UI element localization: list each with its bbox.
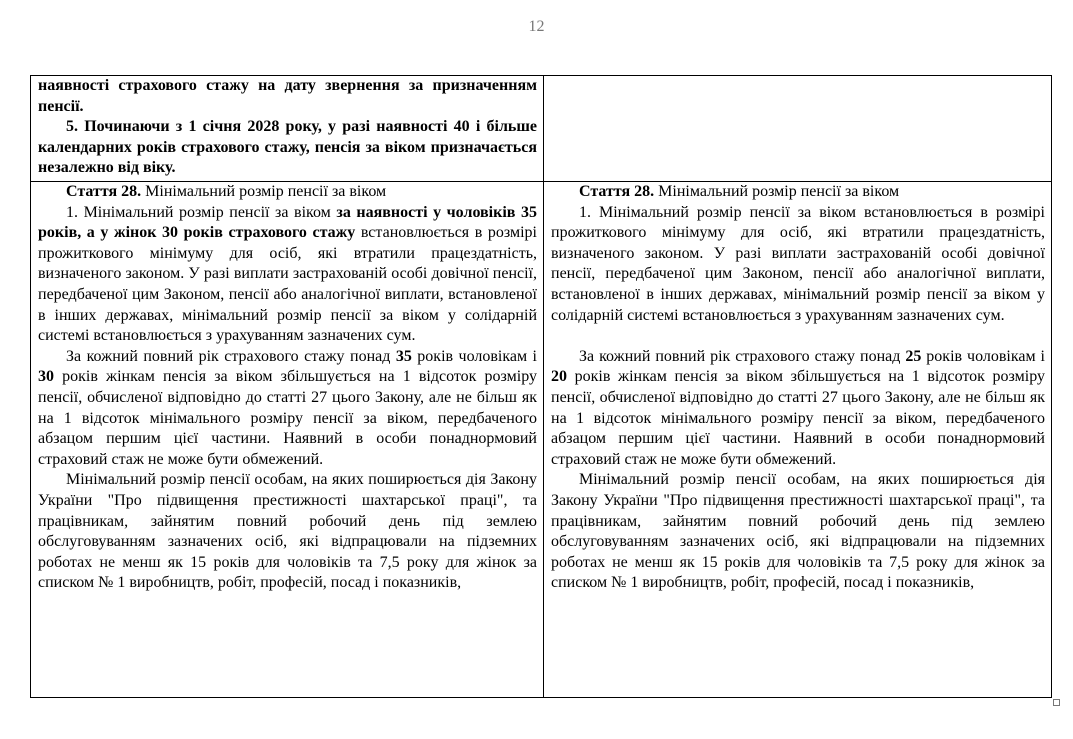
- paragraph-3: Мінімальний розмір пенсії особам, на яких поширюється дія Закону України "Про підвищення престижності шахтарської праці", та працівникам, зайнятим повний робочий день під землею обслуговуванням зазначених осіб, які відпрацювали на підземних роботах не менш як 15 років для чоловіків та 7,5 року для жінок за списком № 1 виробництв, робіт, професій, посад і показників,: [38, 471, 537, 592]
- table-row: [31, 182, 1052, 698]
- paragraph-2: За кожний повний рік страхового стажу понад 25 років чоловікам і 20 років жінкам пенсія за віком збільшується на 1 відсоток розміру пенсії, обчисленої відповідно до статті 27 цього Закону, але не більш як на 1 відсоток мінімального розміру пенсії за віком, передбаченого абзацом першим цієї частини. Наявний в особи понаднормовий страховий стаж не може бути обмежений.: [551, 347, 1046, 468]
- right-cell-article-28: [544, 182, 1052, 698]
- paragraph-1: 1. Мінімальний розмір пенсії за віком встановлюється в розмірі прожиткового мінімуму для осіб, які втратили працездатність, визначеного законом. У разі виплати застрахованій особі довічної пенсії, передбаченої цим Законом, пенсії або аналогічної виплати, встановленої в інших державах, мінімальний розмір пенсії за віком у солідарній системі встановлюється з урахуванням зазначених сум.: [551, 203, 1045, 324]
- comparison-table: [30, 75, 1052, 698]
- paragraph-item-5: 5. Починаючи з 1 січня 2028 року, у разі наявності 40 і більше календарних років страхового стажу, пенсія за віком призначається незалежно від віку.: [38, 118, 537, 177]
- paragraph-2: За кожний повний рік страхового стажу понад 35 років чоловікам і 30 років жінкам пенсія за віком збільшується на 1 відсоток розміру пенсії, обчисленої відповідно до статті 27 цього Закону, але не більш як на 1 відсоток мінімального розміру пенсії за віком, передбаченого абзацом першим цієї частини. Наявний в особи понаднормовий страховий стаж не може бути обмежений.: [38, 347, 538, 468]
- paragraph-3: Мінімальний розмір пенсії особам, на яких поширюється дія Закону України "Про підвищення престижності шахтарської праці", та працівникам, зайнятим повний робочий день під землею обслуговуванням зазначених осіб, які відпрацювали на підземних роботах не менш як 15 років для чоловіків та 7,5 року для жінок за списком № 1 виробництв, робіт, професій, посад і показників,: [551, 471, 1045, 592]
- article-heading: Стаття 28. Мінімальний розмір пенсії за віком: [579, 183, 900, 200]
- paragraph-1: 1. Мінімальний розмір пенсії за віком за наявності у чоловіків 35 років, а у жінок 30 років страхового стажу встановлюється в розмірі прожиткового мінімуму для осіб, які втратили працездатність, визначеного законом. У разі виплати застрахованій особі довічної пенсії, передбаченої цим Законом, пенсії або аналогічної виплати, встановленої в інших державах, мінімальний розмір пенсії за віком у солідарній системі встановлюється з урахуванням зазначених сум.: [38, 203, 538, 345]
- table-row: [31, 76, 1052, 182]
- page-number: 12: [528, 18, 545, 35]
- left-cell-current-text: [31, 76, 544, 182]
- table-resize-handle[interactable]: [1053, 699, 1060, 706]
- left-cell-article-28: [31, 182, 544, 698]
- article-heading: Стаття 28. Мінімальний розмір пенсії за віком: [66, 183, 387, 200]
- paragraph-continuation: наявності страхового стажу на дату звернення за призначенням пенсії.: [38, 77, 537, 115]
- right-cell-empty: [544, 76, 1052, 182]
